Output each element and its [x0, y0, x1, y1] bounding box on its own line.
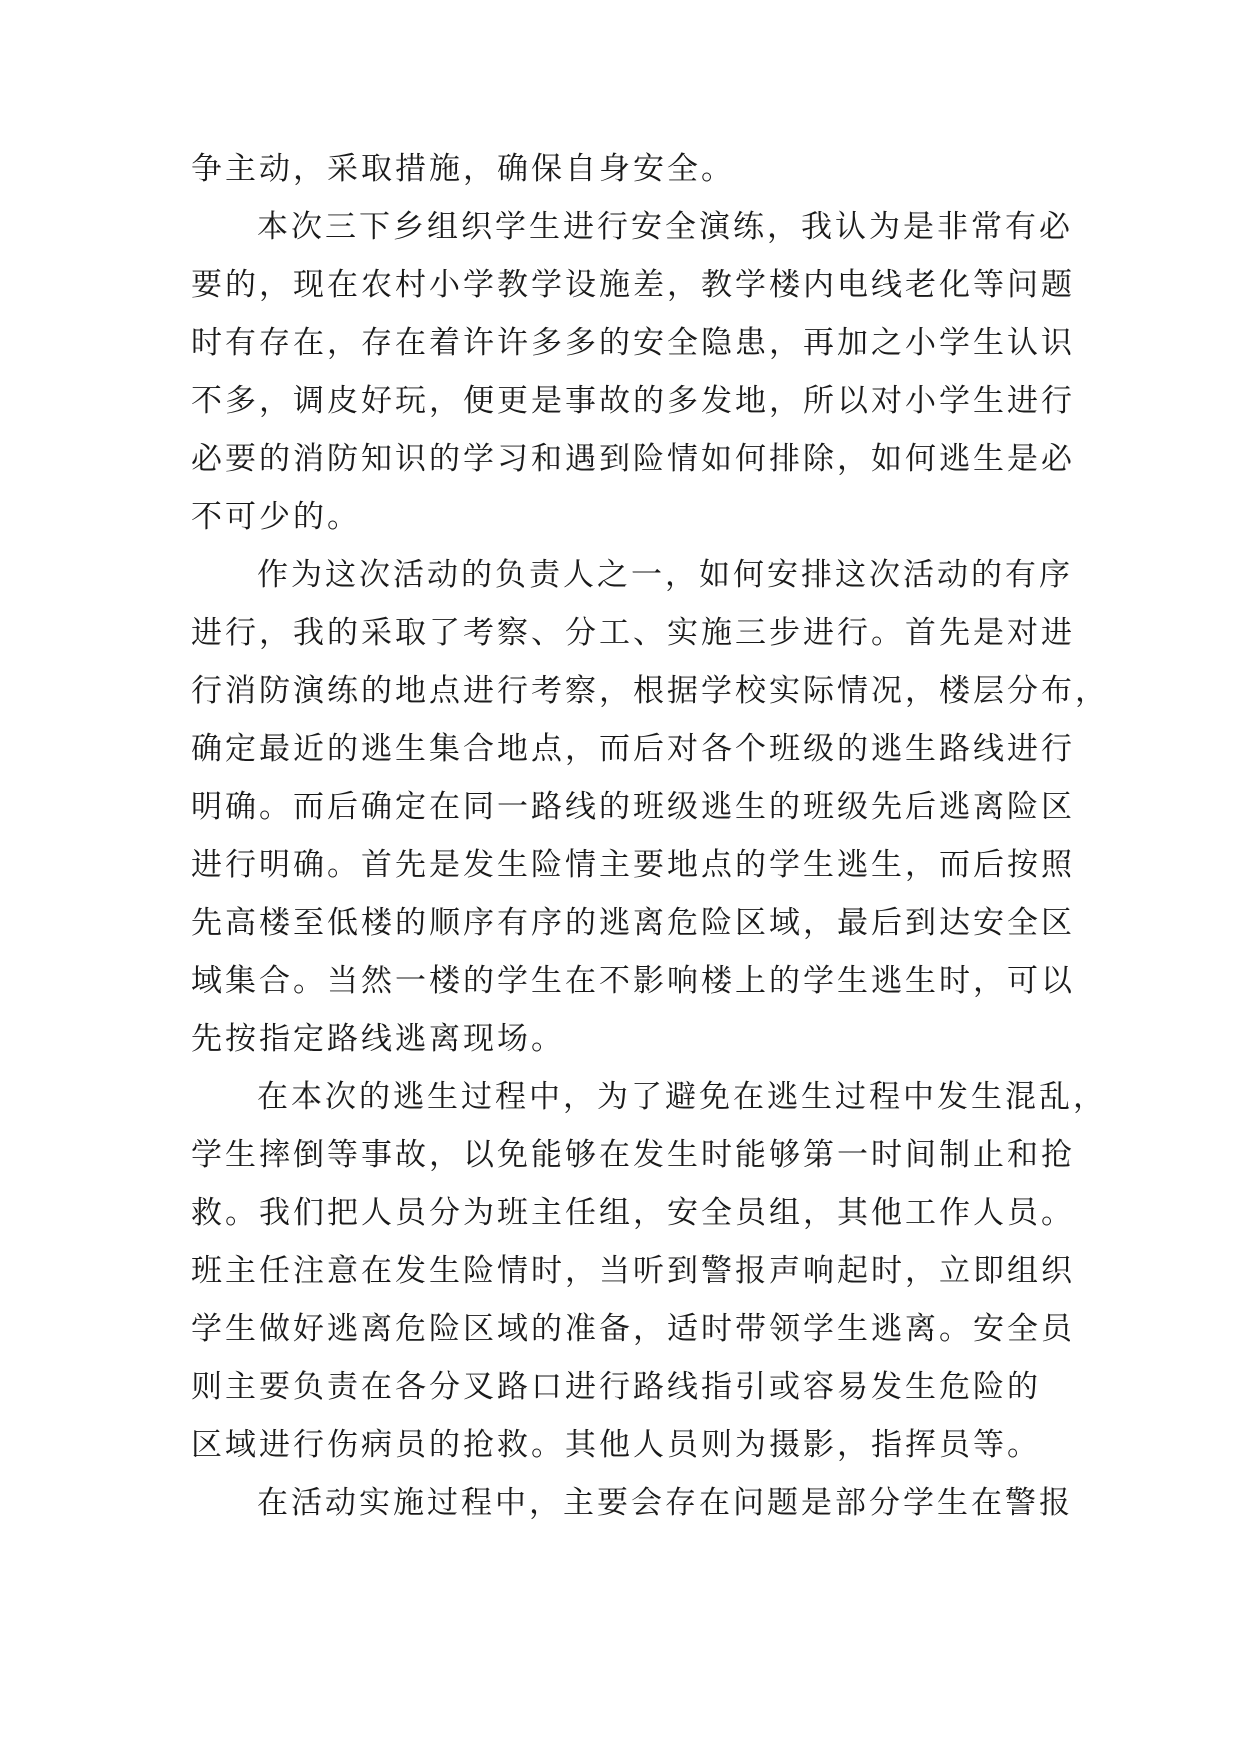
text-line: 进行，我的采取了考察、分工、实施三步进行。首先是对进: [191, 615, 1075, 651]
text-line: 要的，现在农村小学教学设施差，教学楼内电线老化等问题: [191, 267, 1075, 303]
paragraph-first-line: 本次三下乡组织学生进行安全演练，我认为是非常有必: [257, 209, 1073, 245]
text-line: 学生做好逃离危险区域的准备，适时带领学生逃离。安全员: [191, 1311, 1075, 1347]
text-line: 明确。而后确定在同一路线的班级逃生的班级先后逃离险区: [191, 789, 1075, 825]
paragraph-first-line: 在活动实施过程中，主要会存在问题是部分学生在警报: [257, 1485, 1073, 1521]
paragraph-first-line: 在本次的逃生过程中，为了避免在逃生过程中发生混乱，: [257, 1079, 1107, 1115]
text-line: 学生摔倒等事故，以免能够在发生时能够第一时间制止和抢: [191, 1137, 1075, 1173]
text-line: 确定最近的逃生集合地点，而后对各个班级的逃生路线进行: [191, 731, 1075, 767]
text-line: 时有存在，存在着许许多多的安全隐患，再加之小学生认识: [191, 325, 1075, 361]
text-line: 则主要负责在各分叉路口进行路线指引或容易发生危险的: [191, 1369, 1041, 1405]
text-line: 进行明确。首先是发生险情主要地点的学生逃生，而后按照: [191, 847, 1075, 883]
text-line: 先按指定路线逃离现场。: [191, 1021, 565, 1057]
text-line: 区域进行伤病员的抢救。其他人员则为摄影，指挥员等。: [191, 1427, 1041, 1463]
text-line: 不多，调皮好玩，便更是事故的多发地，所以对小学生进行: [191, 383, 1075, 419]
paragraph-first-line: 作为这次活动的负责人之一，如何安排这次活动的有序: [257, 557, 1073, 593]
text-line: 争主动，采取措施，确保自身安全。: [191, 151, 735, 187]
text-line: 救。我们把人员分为班主任组，安全员组，其他工作人员。: [191, 1195, 1075, 1231]
text-line: 必要的消防知识的学习和遇到险情如何排除，如何逃生是必: [191, 441, 1075, 477]
text-line: 先高楼至低楼的顺序有序的逃离危险区域，最后到达安全区: [191, 905, 1075, 941]
text-line: 行消防演练的地点进行考察，根据学校实际情况，楼层分布，: [191, 673, 1109, 709]
text-line: 域集合。当然一楼的学生在不影响楼上的学生逃生时，可以: [191, 963, 1075, 999]
text-line: 不可少的。: [191, 499, 361, 535]
text-line: 班主任注意在发生险情时，当听到警报声响起时，立即组织: [191, 1253, 1075, 1289]
